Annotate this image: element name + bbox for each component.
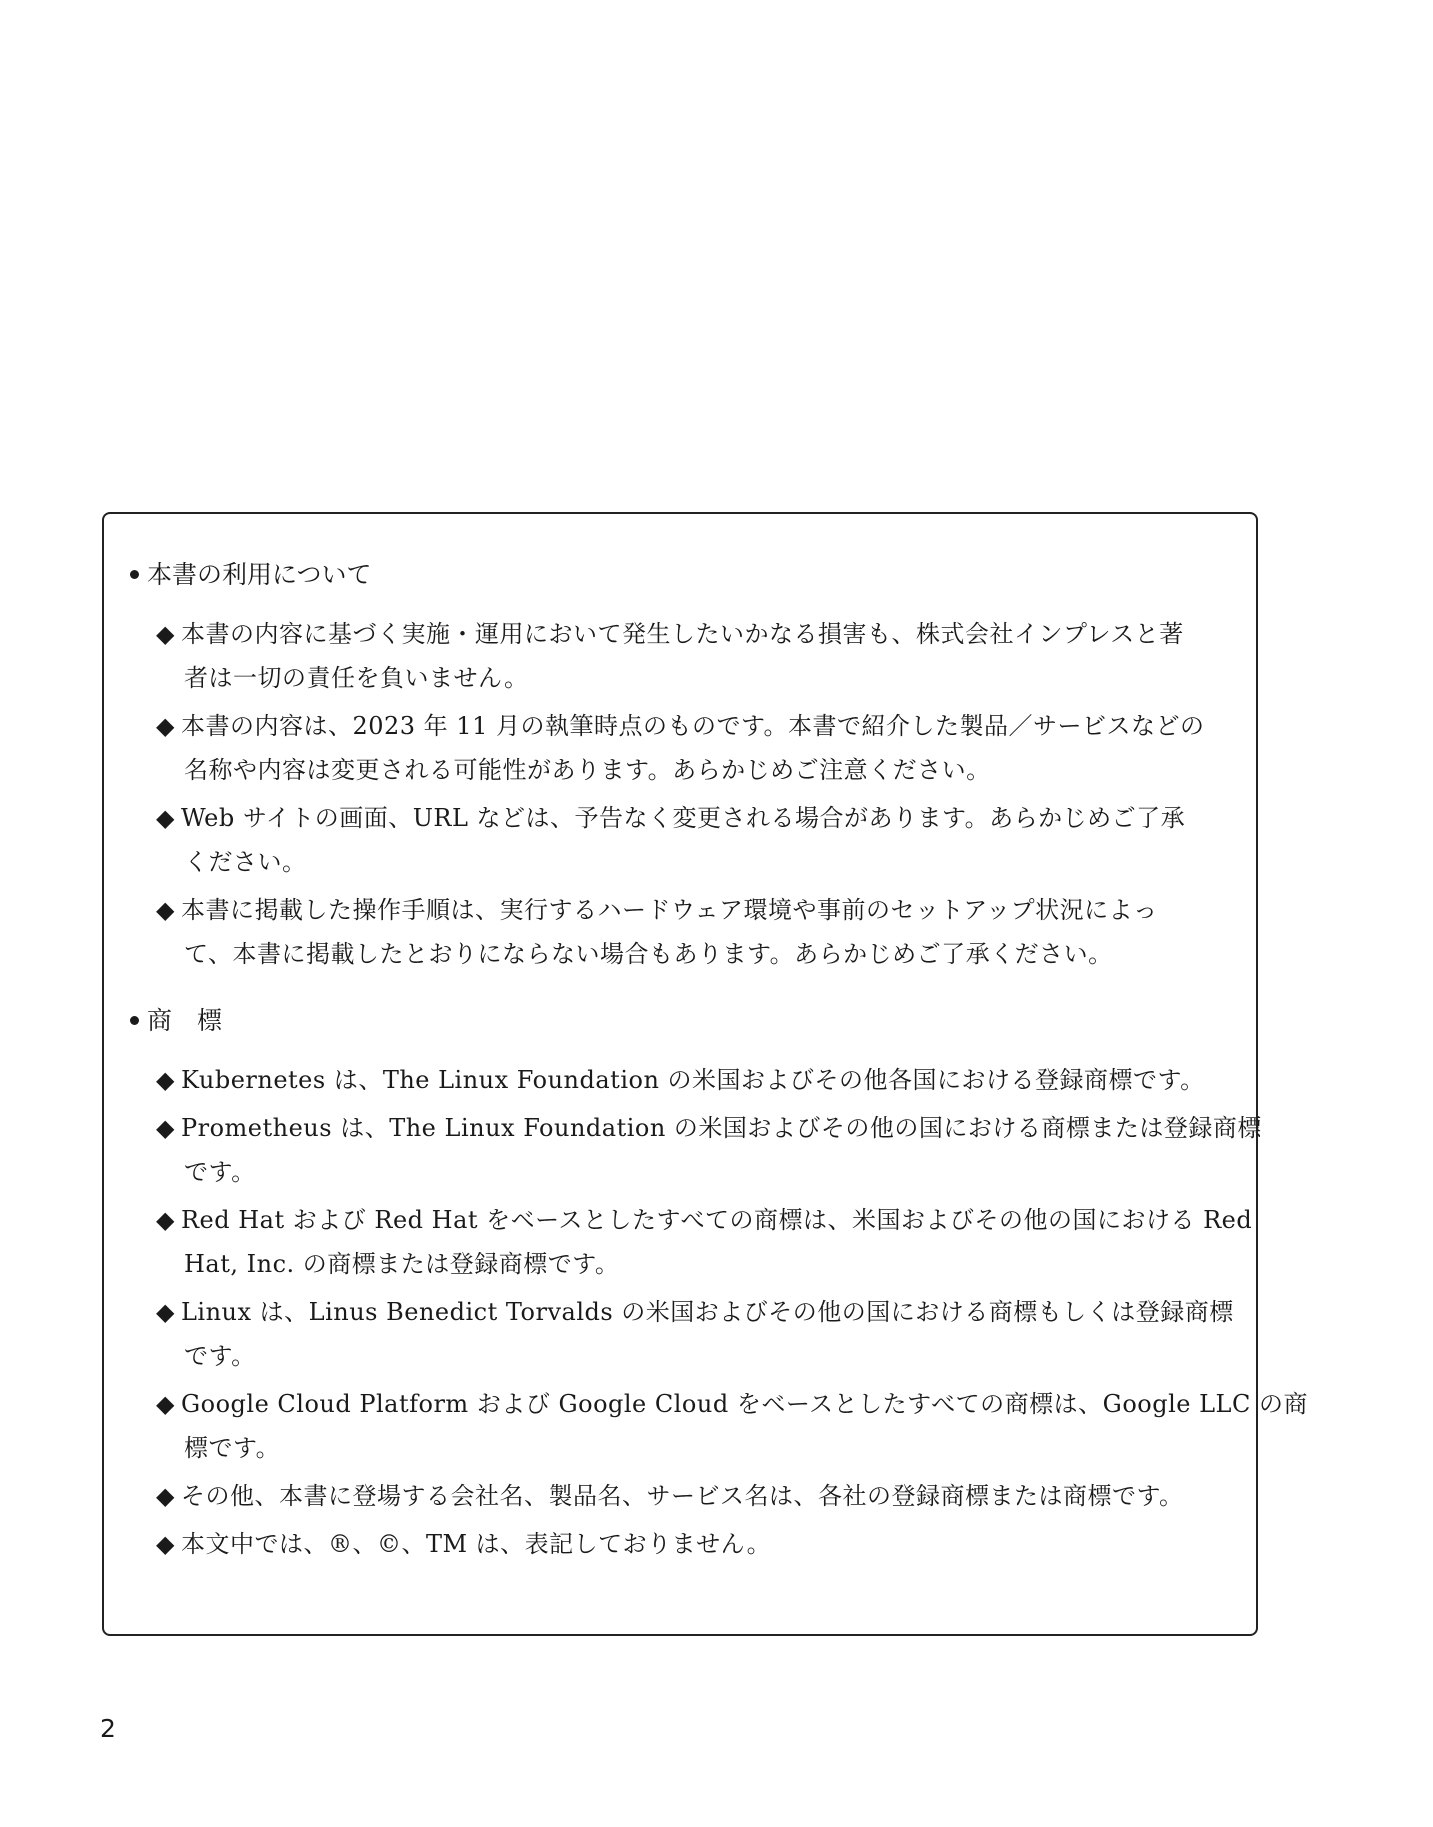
usage-item-4: ◆ 本書に掲載した操作手順は、実行するハードウェア環境や事前のセットアップ状況によっ て、本書に掲載したとおりにならない場合もあります。あらかじめご了承ください。 — [156, 888, 1336, 976]
diamond-icon: ◆ — [156, 1390, 175, 1418]
trademark-item-3: ◆ Red Hat および Red Hat をベースとしたすべての商標は、米国およびその他の国における Red Hat, Inc. の商標または登録商標です。 — [156, 1198, 1336, 1286]
page-number: 2 — [100, 1714, 116, 1743]
usage-item-1: ◆ 本書の内容に基づく実施・運用において発生したいかなる損害も、株式会社インプレスと著 者は一切の責任を負いません。 — [156, 612, 1336, 700]
diamond-icon: ◆ — [156, 804, 175, 832]
diamond-icon: ◆ — [156, 896, 175, 924]
diamond-icon: ◆ — [156, 1066, 175, 1094]
trademark-item-1: ◆ Kubernetes は、The Linux Foundation の米国およびその他各国における登録商標です。 — [156, 1058, 1336, 1102]
trademark-item-4: ◆ Linux は、Linus Benedict Torvalds の米国およびその他の国における商標もしくは登録商標 です。 — [156, 1290, 1336, 1378]
trademark-item-7: ◆ 本文中では、®、©、TM は、表記しておりません。 — [156, 1522, 1336, 1566]
bullet-dot-icon — [130, 1016, 139, 1025]
bullet-dot-icon — [130, 570, 139, 579]
diamond-icon: ◆ — [156, 1482, 175, 1510]
diamond-icon: ◆ — [156, 1530, 175, 1558]
trademark-item-6: ◆ その他、本書に登場する会社名、製品名、サービス名は、各社の登録商標または商標です。 — [156, 1474, 1336, 1518]
trademark-item-2: ◆ Prometheus は、The Linux Foundation の米国およびその他の国における商標または登録商標 です。 — [156, 1106, 1336, 1194]
notice-box — [102, 512, 1308, 1636]
section-heading-usage: 本書の利用について — [130, 560, 372, 590]
diamond-icon: ◆ — [156, 712, 175, 740]
section-heading-trademarks: 商 標 — [130, 1006, 222, 1036]
trademark-item-5: ◆ Google Cloud Platform および Google Cloud をベースとしたすべての商標は、Google LLC の商 標です。 — [156, 1382, 1336, 1470]
diamond-icon: ◆ — [156, 1206, 175, 1234]
usage-item-2: ◆ 本書の内容は、2023 年 11 月の執筆時点のものです。本書で紹介した製品／サービスなどの 名称や内容は変更される可能性があります。あらかじめご注意ください。 — [156, 704, 1336, 792]
diamond-icon: ◆ — [156, 1298, 175, 1326]
diamond-icon: ◆ — [156, 1114, 175, 1142]
usage-item-3: ◆ Web サイトの画面、URL などは、予告なく変更される場合があります。あらかじめご了承 ください。 — [156, 796, 1336, 884]
diamond-icon: ◆ — [156, 620, 175, 648]
